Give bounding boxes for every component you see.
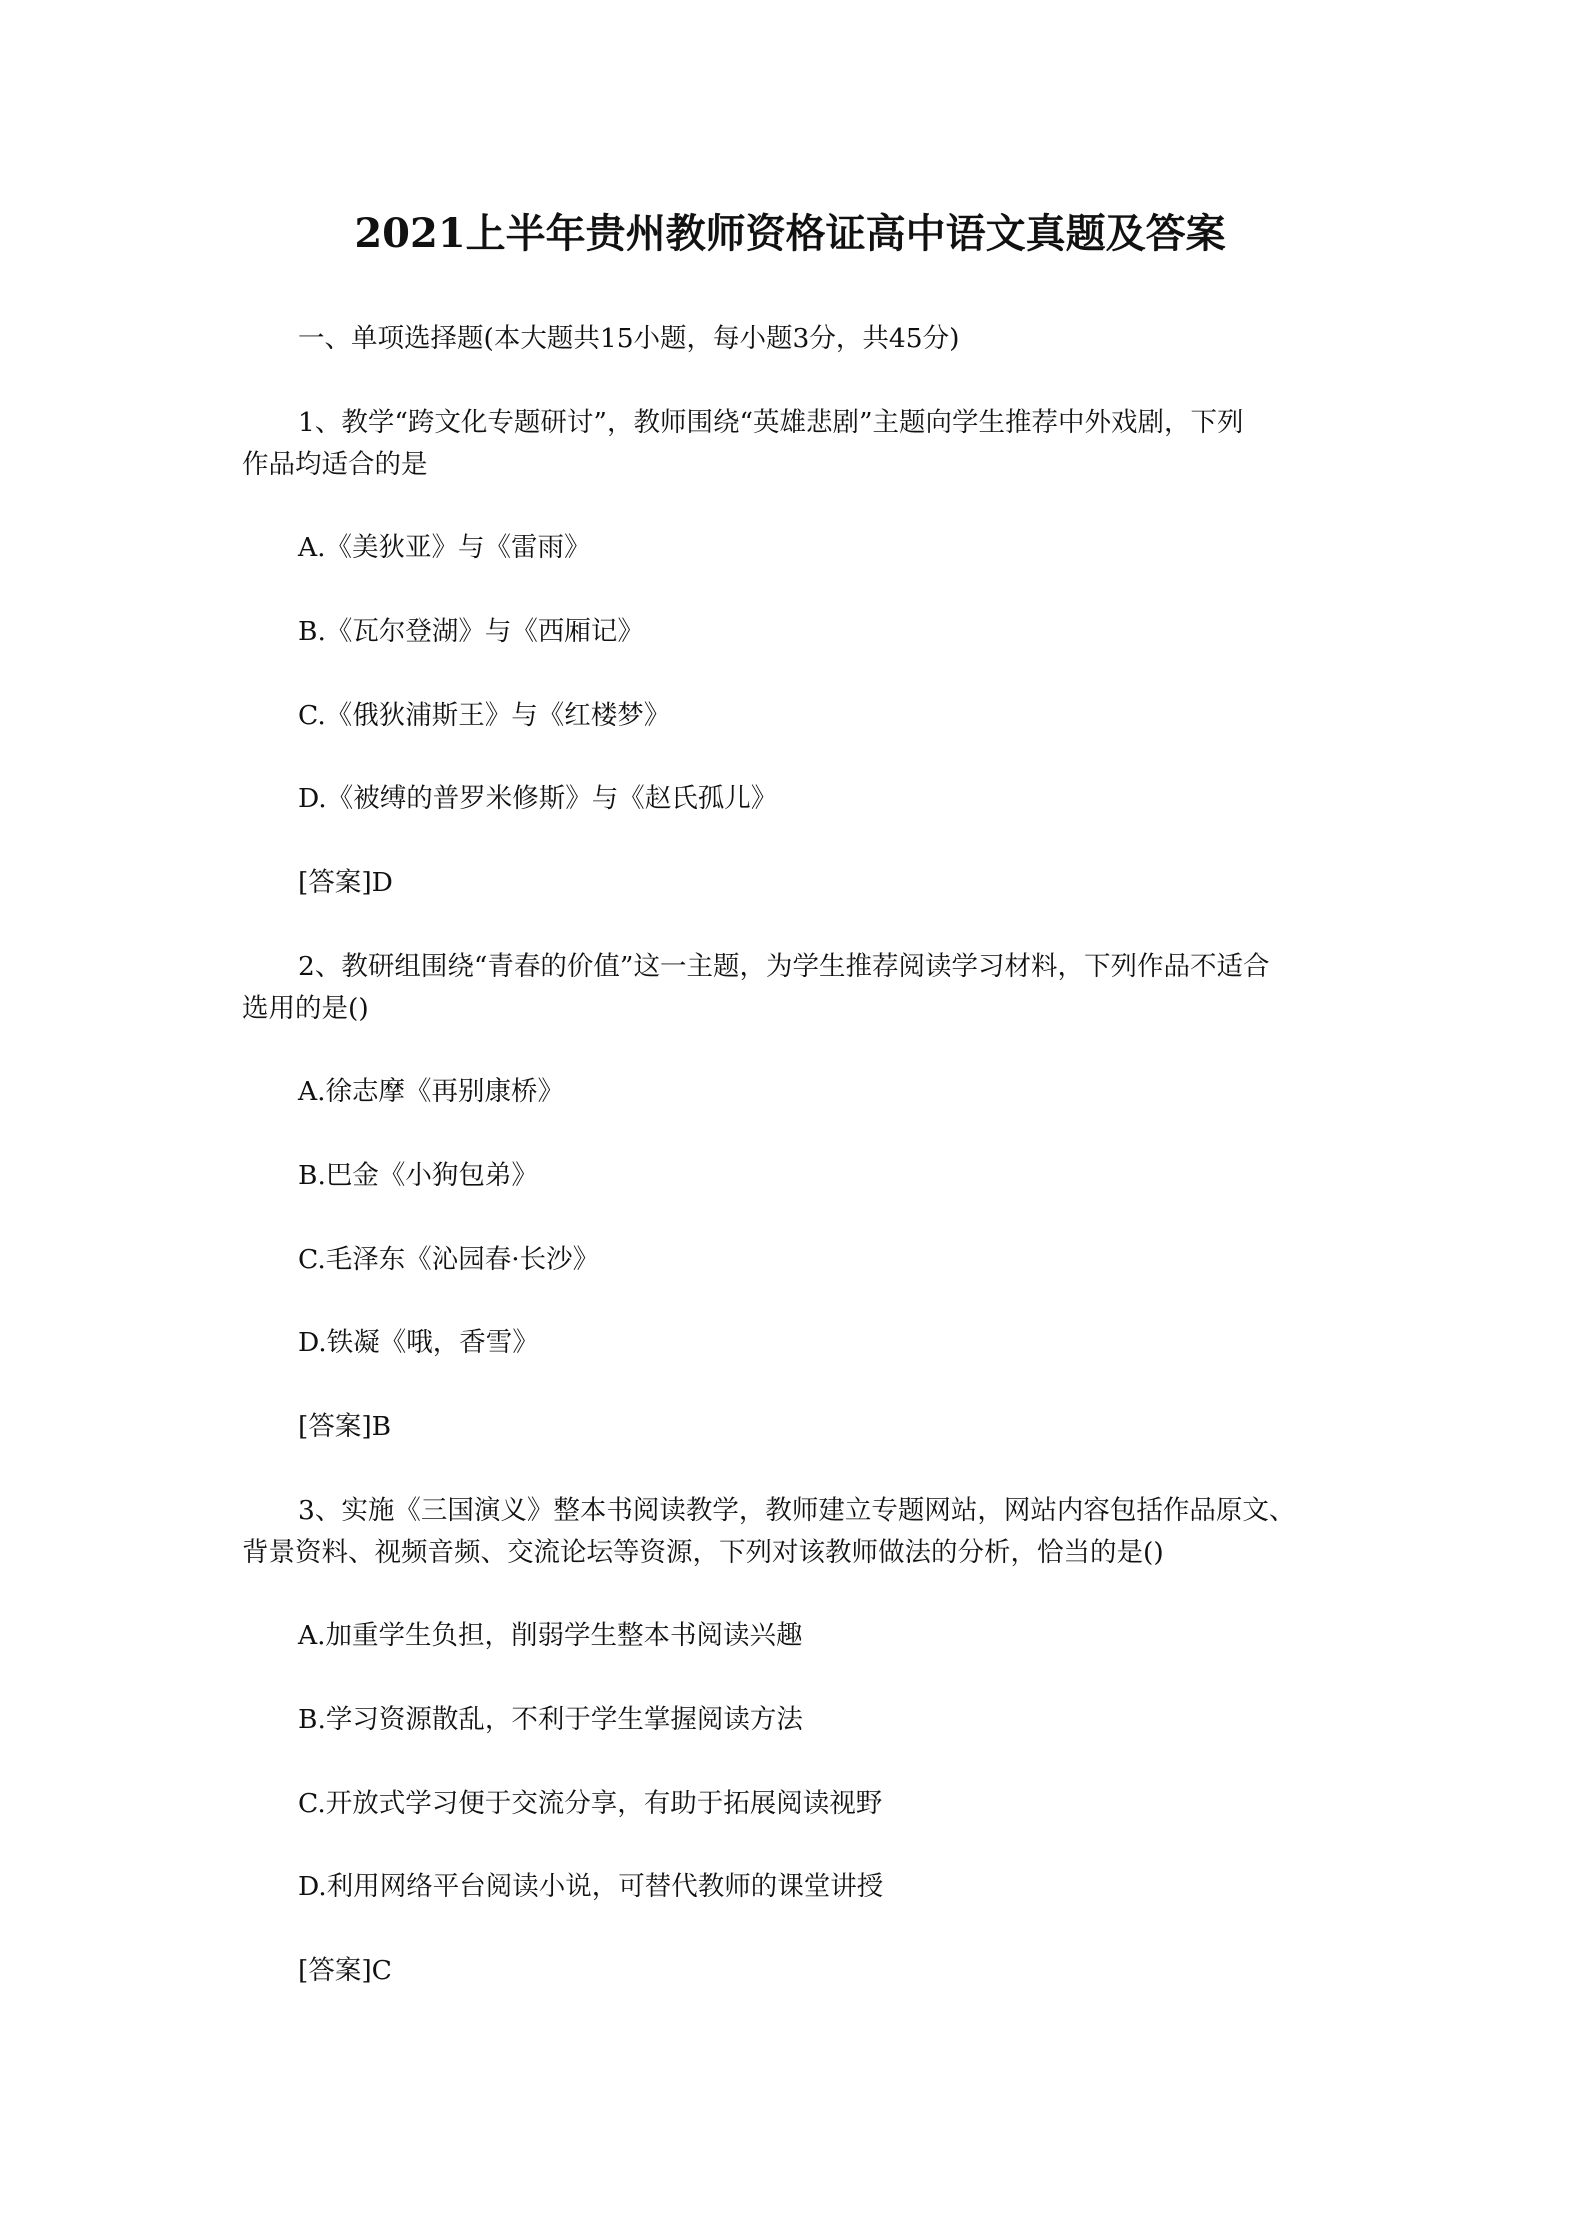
question-3-option-b: B.学习资源散乱，不利于学生掌握阅读方法 xyxy=(298,1704,803,1735)
question-1-answer: [答案]D xyxy=(298,867,393,898)
question-2-option-c: C.毛泽东《沁园春·长沙》 xyxy=(298,1244,600,1275)
question-2-stem-line2: 选用的是() xyxy=(242,993,369,1024)
question-3-answer: [答案]C xyxy=(298,1955,392,1986)
question-2-option-a: A.徐志摩《再别康桥》 xyxy=(298,1076,565,1107)
question-3-option-d: D.利用网络平台阅读小说，可替代教师的课堂讲授 xyxy=(298,1871,884,1902)
question-2-stem-line1: 2、教研组围绕“青春的价值”这一主题，为学生推荐阅读学习材料，下列作品不适合 xyxy=(298,951,1270,982)
question-2-answer: [答案]B xyxy=(298,1411,392,1442)
question-1-stem-line1: 1、教学“跨文化专题研讨”，教师围绕“英雄悲剧”主题向学生推荐中外戏剧，下列 xyxy=(298,407,1244,438)
question-3-option-c: C.开放式学习便于交流分享，有助于拓展阅读视野 xyxy=(298,1788,883,1819)
section-heading: 一、单项选择题(本大题共15小题，每小题3分，共45分) xyxy=(298,323,960,354)
question-2-option-d: D.铁凝《哦，香雪》 xyxy=(298,1327,539,1358)
question-1-option-d: D.《被缚的普罗米修斯》与《赵氏孤儿》 xyxy=(298,783,778,814)
question-3-stem-line2: 背景资料、视频音频、交流论坛等资源，下列对该教师做法的分析，恰当的是() xyxy=(242,1537,1164,1568)
document-title: 2021上半年贵州教师资格证高中语文真题及答案 xyxy=(354,210,1226,257)
question-3-option-a: A.加重学生负担，削弱学生整本书阅读兴趣 xyxy=(298,1620,803,1651)
question-1-option-a: A.《美狄亚》与《雷雨》 xyxy=(298,532,591,563)
question-3-stem-line1: 3、实施《三国演义》整本书阅读教学，教师建立专题网站，网站内容包括作品原文、 xyxy=(298,1495,1296,1526)
question-1-stem-line2: 作品均适合的是 xyxy=(242,449,428,480)
question-1-option-b: B.《瓦尔登湖》与《西厢记》 xyxy=(298,616,644,647)
question-2-option-b: B.巴金《小狗包弟》 xyxy=(298,1160,538,1191)
question-1-option-c: C.《俄狄浦斯王》与《红楼梦》 xyxy=(298,700,671,731)
